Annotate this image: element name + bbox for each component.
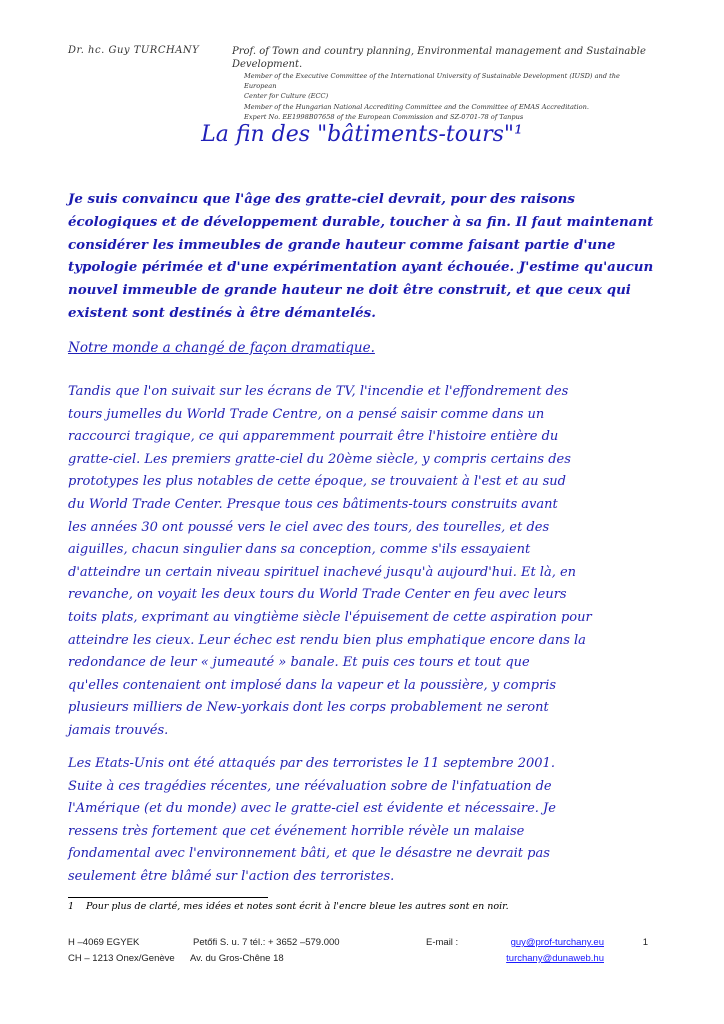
footer-postal: H –4069 EGYEK xyxy=(68,937,140,948)
lead-line: écologiques et de développement durable, toucher à sa fin. Il faut maintenant xyxy=(68,213,654,230)
page-footer xyxy=(68,937,648,969)
footnote-number: 1 xyxy=(68,901,75,912)
footer-email-label: E-mail : xyxy=(426,937,459,948)
paragraph-line: redondance de leur « jumeauté » banale. Et puis ces tours et tout que xyxy=(68,655,530,671)
paragraph-line: jamais trouvés. xyxy=(68,722,169,738)
header-line: Member of the Executive Committee of the International University of Sustainable Development (IUSD) and the European xyxy=(244,72,620,90)
footer-email-link[interactable]: turchany@dunaweb.hu xyxy=(506,953,604,964)
paragraph-line: d'atteindre un certain niveau spirituel inachevé jusqu'à aujourd'hui. Et là, en xyxy=(68,564,577,580)
page-number: 1 xyxy=(642,937,648,948)
paragraph-line: aiguilles, chacun singulier dans sa conception, comme s'ils essayaient xyxy=(68,542,531,558)
footnote-text: Pour plus de clarté, mes idées et notes sont écrit à l'encre bleue les autres sont en noir. xyxy=(86,901,509,912)
paragraph-line: prototypes les plus notables de cette époque, se trouvaient à l'est et au sud xyxy=(68,474,566,490)
body-paragraph-1 xyxy=(68,381,638,743)
paragraph-line: ressens très fortement que cet événement horrible révèle un malaise xyxy=(68,823,525,839)
lead-line: existent sont destinés à être démantelés. xyxy=(68,304,376,321)
document-title: La fin des "bâtiments-tours"¹ xyxy=(201,122,523,147)
header-line: Center for Culture (ECC) xyxy=(244,92,329,101)
paragraph-line: atteindre les cieux. Leur échec est rendu bien plus emphatique encore dans la xyxy=(68,632,586,648)
paragraph-line: Tandis que l'on suivait sur les écrans de TV, l'incendie et l'effondrement des xyxy=(68,384,569,399)
footer-line-2 xyxy=(68,953,648,969)
lead-line: nouvel immeuble de grande hauteur ne doit être construit, et que ceux qui xyxy=(68,282,631,299)
paragraph-line: Les Etats-Unis ont été attaqués par des terroristes le 11 septembre 2001. xyxy=(68,756,555,771)
footer-email-link[interactable]: guy@prof-turchany.eu xyxy=(510,937,604,948)
footnote-divider xyxy=(68,897,268,898)
section-heading: Notre monde a changé de façon dramatique. xyxy=(68,340,375,356)
paragraph-line: revanche, on voyait les deux tours du World Trade Center en feu avec leurs xyxy=(68,587,567,603)
paragraph-line: les années 30 ont poussé vers le ciel avec des tours, des tourelles, et des xyxy=(68,519,550,535)
paragraph-line: fondamental avec l'environnement bâti, et que le désastre ne devrait pas xyxy=(68,846,550,862)
header-title: Prof. of Town and country planning, Environmental management and Sustainable Development. xyxy=(232,46,646,70)
footer-street: Av. du Gros-Chêne 18 xyxy=(190,953,284,964)
paragraph-line: qu'elles contenaient ont implosé dans la vapeur et la poussière, y compris xyxy=(68,677,557,693)
paragraph-line: seulement être blâmé sur l'action des terroristes. xyxy=(68,868,395,884)
footer-street-phone: Petőfi S. u. 7 tél.: + 3652 –579.000 xyxy=(193,937,340,948)
lead-line: typologie périmée et d'une expérimentation ayant échouée. J'estime qu'aucun xyxy=(68,259,654,276)
body-paragraph-2 xyxy=(68,753,638,889)
header-line: Expert No. EE1998B07658 of the European Commission and SZ-0701-78 of Tanpus xyxy=(244,113,524,122)
paragraph-line: plusieurs milliers de New-yorkais dont les corps probablement ne seront xyxy=(68,700,549,716)
paragraph-line: du World Trade Center. Presque tous ces bâtiments-tours construits avant xyxy=(68,496,558,512)
lead-paragraph xyxy=(68,188,654,325)
paragraph-line: toits plats, exprimant au vingtième siècle l'épuisement de cette aspiration pour xyxy=(68,609,592,625)
header-line: Member of the Hungarian National Accrediting Committee and the Committee of EMAS Accreditation. xyxy=(244,102,589,111)
footnote xyxy=(68,901,509,912)
footer-line-1 xyxy=(68,937,648,953)
header-author: Dr. hc. Guy TURCHANY xyxy=(68,45,200,56)
paragraph-line: raccourci tragique, ce qui apparemment pourrait être l'histoire entière du xyxy=(68,429,559,445)
lead-line: considérer les immeubles de grande hauteur comme faisant partie d'une xyxy=(68,236,616,253)
paragraph-line: tours jumelles du World Trade Centre, on a pensé saisir comme dans un xyxy=(68,406,545,422)
header-credentials xyxy=(232,45,652,123)
paragraph-line: l'Amérique (et du monde) avec le gratte-ciel est évidente et nécessaire. Je xyxy=(68,801,556,817)
footer-postal: CH – 1213 Onex/Genève xyxy=(68,953,175,964)
paragraph-line: gratte-ciel. Les premiers gratte-ciel du 20ème siècle, y compris certains des xyxy=(68,451,571,467)
lead-line: Je suis convaincu que l'âge des gratte-ciel devrait, pour des raisons xyxy=(68,191,575,207)
paragraph-line: Suite à ces tragédies récentes, une réévaluation sobre de l'infatuation de xyxy=(68,778,552,794)
